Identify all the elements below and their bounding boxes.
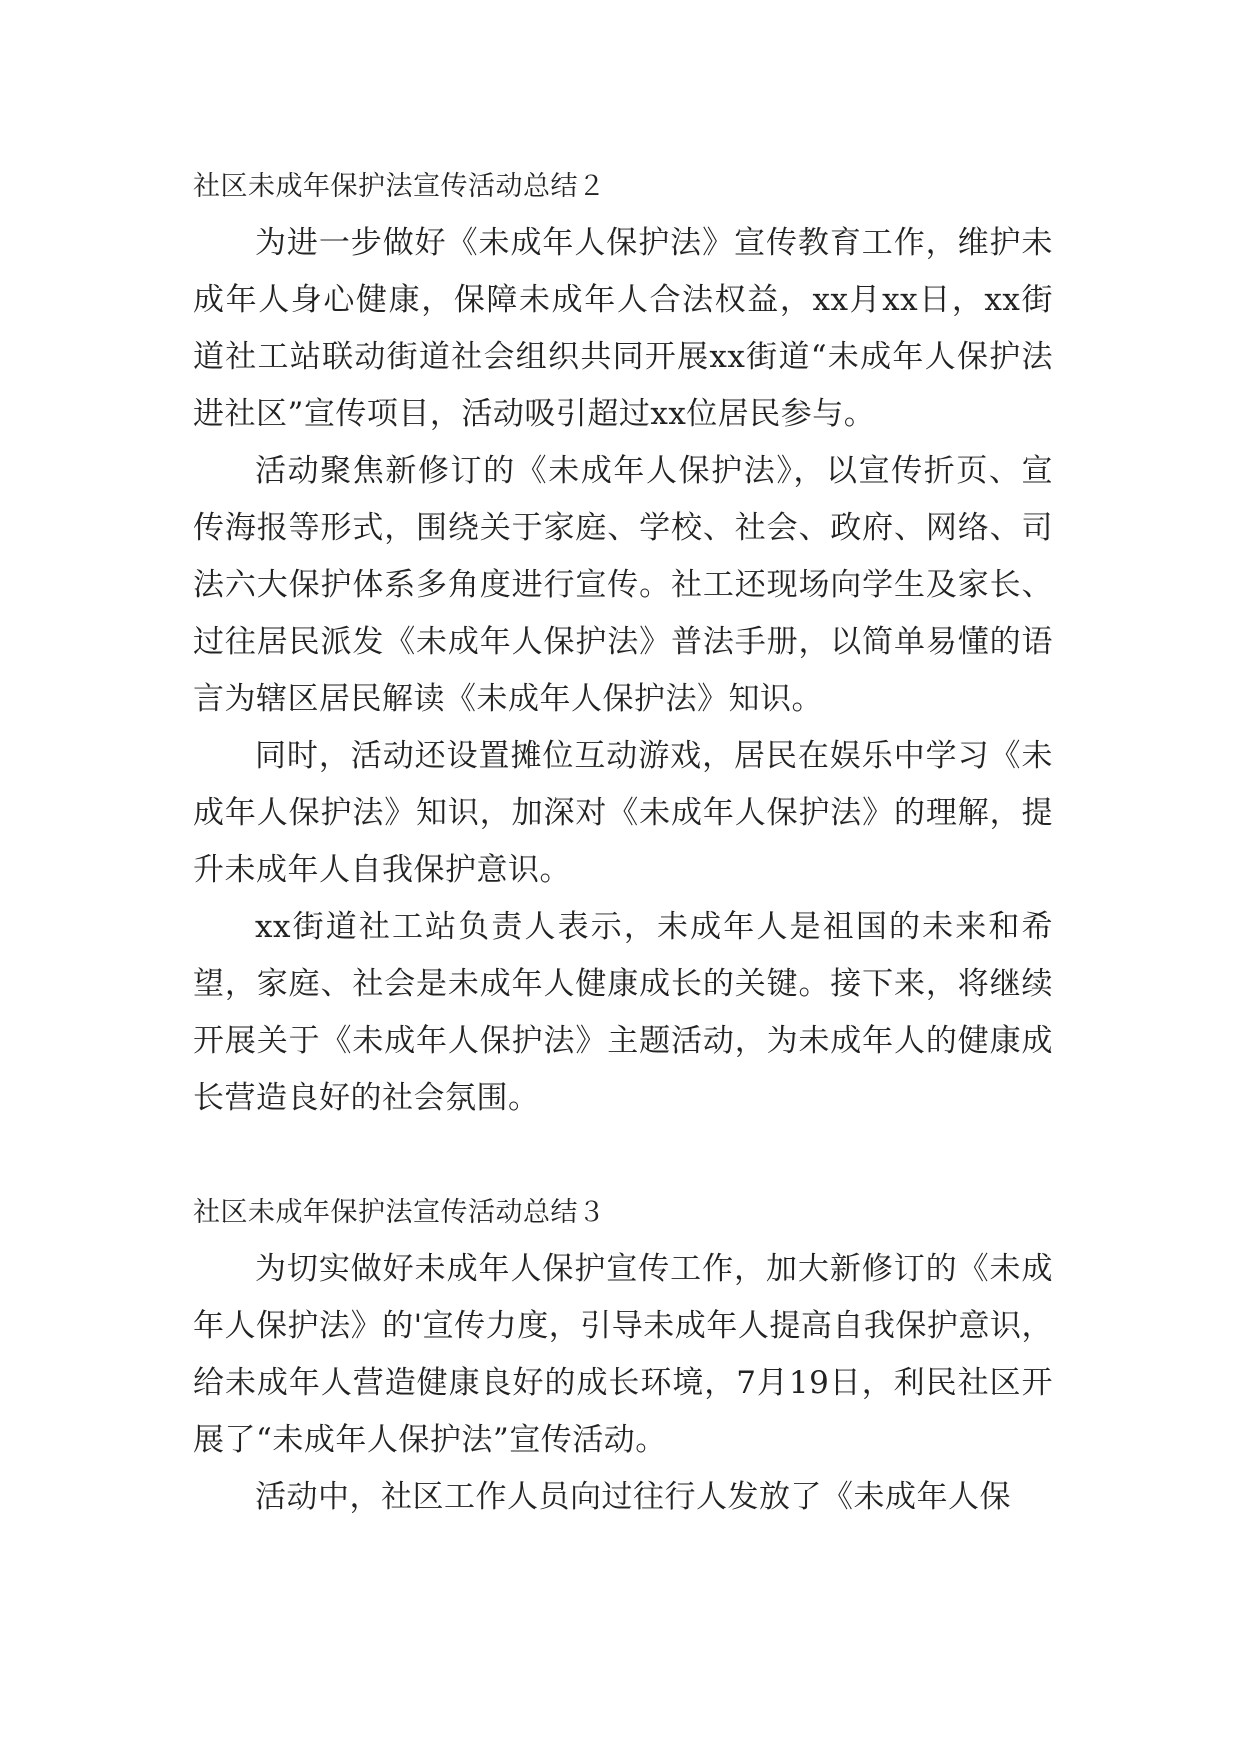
document-body: [193, 158, 1053, 1526]
paragraph: 为切实做好未成年人保护宣传工作，加大新修订的《未成年人保护法》的'宣传力度，引导未成年人提高自我保护意识，给未成年人营造健康良好的成长环境，7月19日，利民社区开展了“未成年人保护法”宣传活动。: [193, 1251, 1053, 1458]
paragraph: 活动中，社区工作人员向过往行人发放了《未成年人保: [255, 1479, 1011, 1515]
paragraph: 同时，活动还设置摊位互动游戏，居民在娱乐中学习《未成年人保护法》知识，加深对《未成年人保护法》的理解，提升未成年人自我保护意识。: [193, 738, 1053, 888]
paragraph: 活动聚焦新修订的《未成年人保护法》，以宣传折页、宣传海报等形式，围绕关于家庭、学校、社会、政府、网络、司法六大保护体系多角度进行宣传。社工还现场向学生及家长、过往居民派发《未成年人保护法》普法手册，以简单易懂的语言为辖区居民解读《未成年人保护法》知识。: [193, 453, 1053, 717]
paragraph: xx街道社工站负责人表示，未成年人是祖国的未来和希望，家庭、社会是未成年人健康成长的关键。接下来，将继续开展关于《未成年人保护法》主题活动，为未成年人的健康成长营造良好的社会氛围。: [193, 909, 1053, 1116]
section-title-2: 社区未成年保护法宣传活动总结２: [193, 171, 606, 202]
section-spacer: [193, 1127, 1053, 1184]
paragraph: 为进一步做好《未成年人保护法》宣传教育工作，维护未成年人身心健康，保障未成年人合法权益，xx月xx日，xx街道社工站联动街道社会组织共同开展xx街道“未成年人保护法进社区”宣传项目，活动吸引超过xx位居民参与。: [193, 225, 1053, 432]
section-title-3: 社区未成年保护法宣传活动总结３: [193, 1197, 606, 1228]
